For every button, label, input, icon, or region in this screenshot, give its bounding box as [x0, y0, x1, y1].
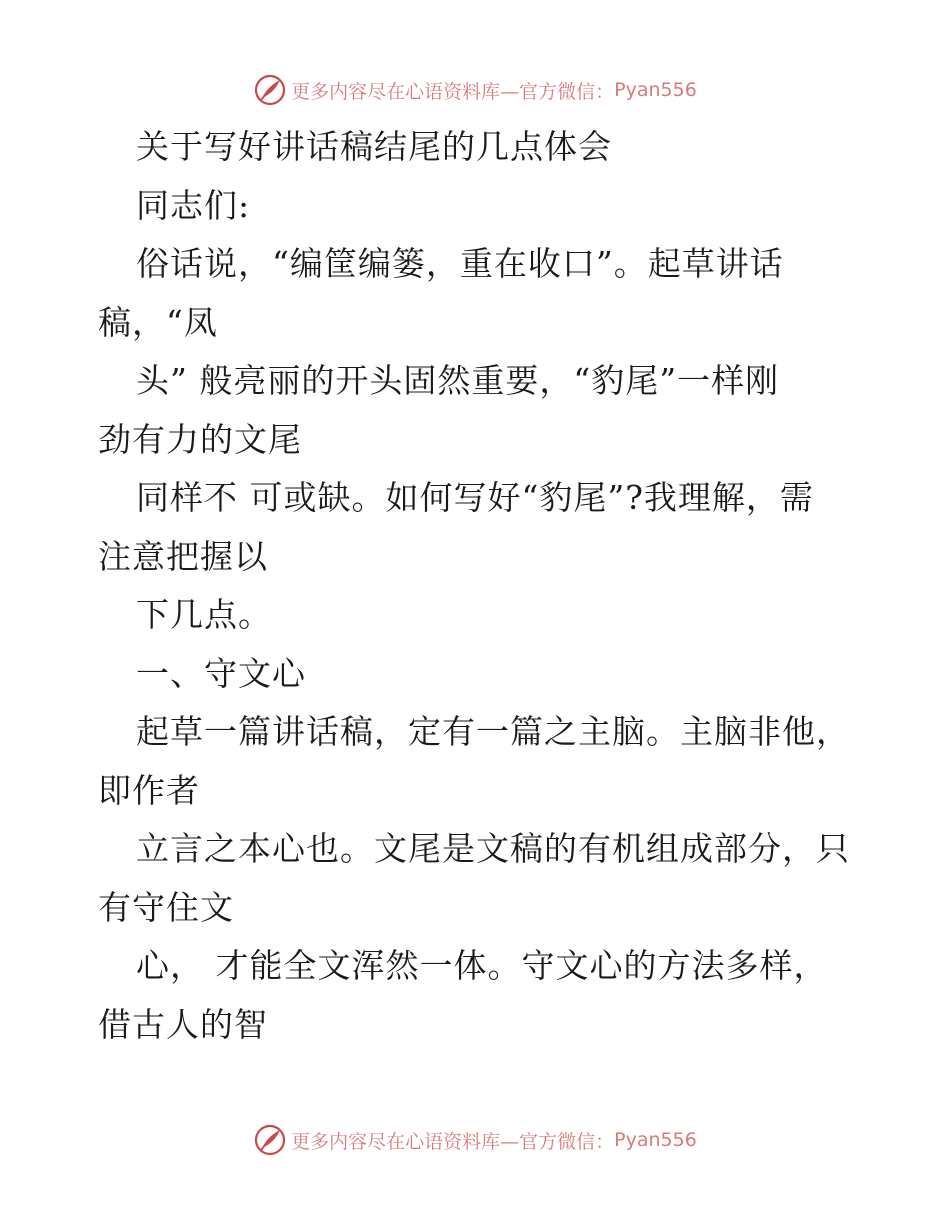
text-line: 下几点。 [136, 595, 272, 634]
text-line: 起草一篇讲话稿，定有一篇之主脑。主脑非他， [136, 712, 850, 751]
text-line: 有守住文 [98, 887, 234, 927]
text-line: 俗话说，“编筐编篓，重在收口”。起草讲话 [136, 244, 784, 283]
text-line: 同样不 可或缺。如何写好“豹尾”?我理解，需 [136, 478, 814, 517]
text-line: 注意把握以 [98, 536, 268, 576]
text-line: 稿，“凤 [98, 302, 218, 342]
text-line: 心， 才能全文浑然一体。守文心的方法多样， [136, 946, 828, 985]
watermark-wechat-id: Pyan556 [614, 79, 697, 101]
quill-logo-icon [253, 73, 287, 107]
salutation: 同志们: [136, 185, 251, 225]
document-body [98, 118, 858, 1054]
watermark-text: 更多内容尽在心语资料库—官方微信： [291, 1130, 615, 1153]
text-line: 立言之本心也。文尾是文稿的有机组成部分，只 [136, 829, 850, 868]
text-line: 借古人的智 [98, 1004, 268, 1044]
quill-logo-icon [253, 1123, 287, 1157]
document-title: 关于写好讲话稿结尾的几点体会 [136, 127, 612, 166]
header-watermark [0, 70, 950, 110]
watermark-wechat-id: Pyan556 [614, 1129, 697, 1151]
section-heading: 一、守文心 [136, 653, 306, 693]
watermark-text: 更多内容尽在心语资料库—官方微信： [291, 80, 615, 103]
text-line: 头” 般亮丽的开头固然重要，“豹尾”一样刚 [136, 361, 780, 400]
text-line: 即作者 [98, 770, 200, 810]
footer-watermark [0, 1120, 950, 1160]
text-line: 劲有力的文尾 [98, 419, 302, 459]
